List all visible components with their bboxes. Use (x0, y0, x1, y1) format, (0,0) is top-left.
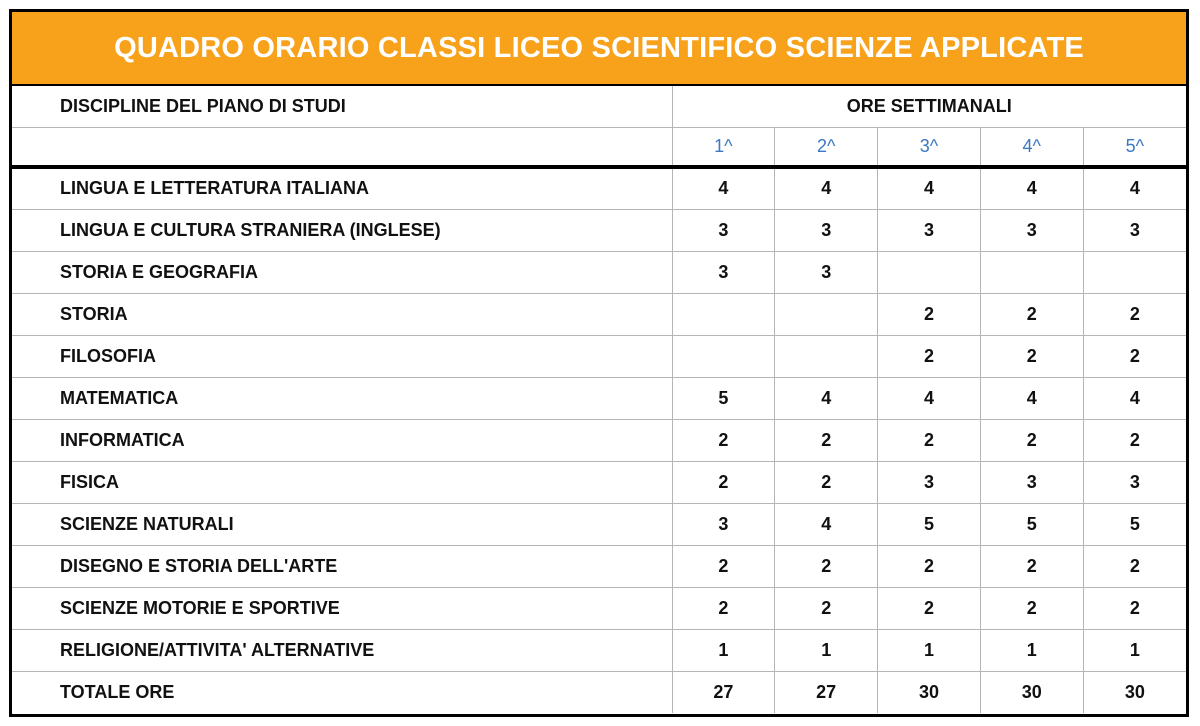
subject-cell: TOTALE ORE (12, 671, 672, 713)
schedule-table (12, 86, 1186, 713)
hours-cell-year-5: 4 (1083, 167, 1186, 209)
table-row (12, 629, 1186, 671)
hours-cell-year-3: 3 (878, 209, 981, 251)
hours-cell-year-2: 4 (775, 503, 878, 545)
hours-cell-year-1: 2 (672, 587, 775, 629)
hours-header: ORE SETTIMANALI (672, 86, 1186, 127)
hours-cell-year-2 (775, 293, 878, 335)
subject-cell: DISEGNO E STORIA DELL'ARTE (12, 545, 672, 587)
table-row (12, 461, 1186, 503)
hours-cell-year-5: 1 (1083, 629, 1186, 671)
hours-cell-year-4 (980, 251, 1083, 293)
hours-cell-year-5: 2 (1083, 293, 1186, 335)
year-header-1: 1^ (672, 127, 775, 167)
table-row (12, 419, 1186, 461)
hours-cell-year-5: 2 (1083, 587, 1186, 629)
hours-cell-year-4: 30 (980, 671, 1083, 713)
total-row (12, 671, 1186, 713)
subject-cell: RELIGIONE/ATTIVITA' ALTERNATIVE (12, 629, 672, 671)
hours-cell-year-5: 2 (1083, 419, 1186, 461)
hours-cell-year-3: 2 (878, 587, 981, 629)
discipline-header: DISCIPLINE DEL PIANO DI STUDI (12, 86, 672, 127)
table-row (12, 545, 1186, 587)
subject-cell: SCIENZE MOTORIE E SPORTIVE (12, 587, 672, 629)
header-row (12, 86, 1186, 127)
hours-cell-year-2: 4 (775, 377, 878, 419)
subject-cell: LINGUA E LETTERATURA ITALIANA (12, 167, 672, 209)
hours-cell-year-1: 2 (672, 461, 775, 503)
table-row (12, 167, 1186, 209)
table-row (12, 587, 1186, 629)
hours-cell-year-5: 30 (1083, 671, 1186, 713)
hours-cell-year-4: 3 (980, 209, 1083, 251)
hours-cell-year-3: 4 (878, 167, 981, 209)
year-header-2: 2^ (775, 127, 878, 167)
hours-cell-year-3: 4 (878, 377, 981, 419)
hours-cell-year-1: 2 (672, 419, 775, 461)
hours-cell-year-4: 2 (980, 335, 1083, 377)
hours-cell-year-5: 5 (1083, 503, 1186, 545)
table-row (12, 377, 1186, 419)
hours-cell-year-2: 1 (775, 629, 878, 671)
hours-cell-year-2: 3 (775, 251, 878, 293)
hours-cell-year-5 (1083, 251, 1186, 293)
hours-cell-year-1: 3 (672, 503, 775, 545)
table-row (12, 293, 1186, 335)
table-row (12, 209, 1186, 251)
hours-cell-year-5: 2 (1083, 335, 1186, 377)
hours-cell-year-3 (878, 251, 981, 293)
hours-cell-year-3: 2 (878, 335, 981, 377)
hours-cell-year-4: 3 (980, 461, 1083, 503)
hours-cell-year-2: 3 (775, 209, 878, 251)
hours-cell-year-1: 4 (672, 167, 775, 209)
hours-cell-year-2: 4 (775, 167, 878, 209)
hours-cell-year-2: 2 (775, 461, 878, 503)
hours-cell-year-4: 2 (980, 293, 1083, 335)
subject-cell: FILOSOFIA (12, 335, 672, 377)
hours-cell-year-1: 3 (672, 209, 775, 251)
hours-cell-year-2: 27 (775, 671, 878, 713)
hours-cell-year-4: 4 (980, 167, 1083, 209)
hours-cell-year-3: 30 (878, 671, 981, 713)
hours-cell-year-1: 5 (672, 377, 775, 419)
subject-cell: INFORMATICA (12, 419, 672, 461)
hours-cell-year-2: 2 (775, 587, 878, 629)
subject-cell: SCIENZE NATURALI (12, 503, 672, 545)
subject-cell: STORIA (12, 293, 672, 335)
hours-cell-year-3: 3 (878, 461, 981, 503)
hours-cell-year-4: 2 (980, 545, 1083, 587)
hours-cell-year-1: 3 (672, 251, 775, 293)
hours-cell-year-1: 2 (672, 545, 775, 587)
subject-cell: FISICA (12, 461, 672, 503)
hours-cell-year-5: 2 (1083, 545, 1186, 587)
hours-cell-year-5: 4 (1083, 377, 1186, 419)
hours-cell-year-1 (672, 335, 775, 377)
subject-cell: STORIA E GEOGRAFIA (12, 251, 672, 293)
hours-cell-year-4: 2 (980, 419, 1083, 461)
year-header-3: 3^ (878, 127, 981, 167)
page-title: QUADRO ORARIO CLASSI LICEO SCIENTIFICO SCIENZE APPLICATE (12, 12, 1186, 86)
hours-cell-year-5: 3 (1083, 209, 1186, 251)
table-row (12, 335, 1186, 377)
year-header-5: 5^ (1083, 127, 1186, 167)
hours-cell-year-1 (672, 293, 775, 335)
hours-cell-year-2: 2 (775, 419, 878, 461)
hours-cell-year-3: 2 (878, 545, 981, 587)
subject-cell: MATEMATICA (12, 377, 672, 419)
empty-header-cell (12, 127, 672, 167)
hours-cell-year-1: 27 (672, 671, 775, 713)
hours-cell-year-4: 5 (980, 503, 1083, 545)
year-header-4: 4^ (980, 127, 1083, 167)
table-row (12, 251, 1186, 293)
hours-cell-year-4: 4 (980, 377, 1083, 419)
subject-cell: LINGUA E CULTURA STRANIERA (INGLESE) (12, 209, 672, 251)
hours-cell-year-5: 3 (1083, 461, 1186, 503)
hours-cell-year-2 (775, 335, 878, 377)
hours-cell-year-4: 2 (980, 587, 1083, 629)
hours-cell-year-4: 1 (980, 629, 1083, 671)
hours-cell-year-1: 1 (672, 629, 775, 671)
table-row (12, 503, 1186, 545)
hours-cell-year-2: 2 (775, 545, 878, 587)
hours-cell-year-3: 5 (878, 503, 981, 545)
year-header-row (12, 127, 1186, 167)
schedule-table-frame (9, 9, 1189, 717)
hours-cell-year-3: 1 (878, 629, 981, 671)
hours-cell-year-3: 2 (878, 293, 981, 335)
hours-cell-year-3: 2 (878, 419, 981, 461)
